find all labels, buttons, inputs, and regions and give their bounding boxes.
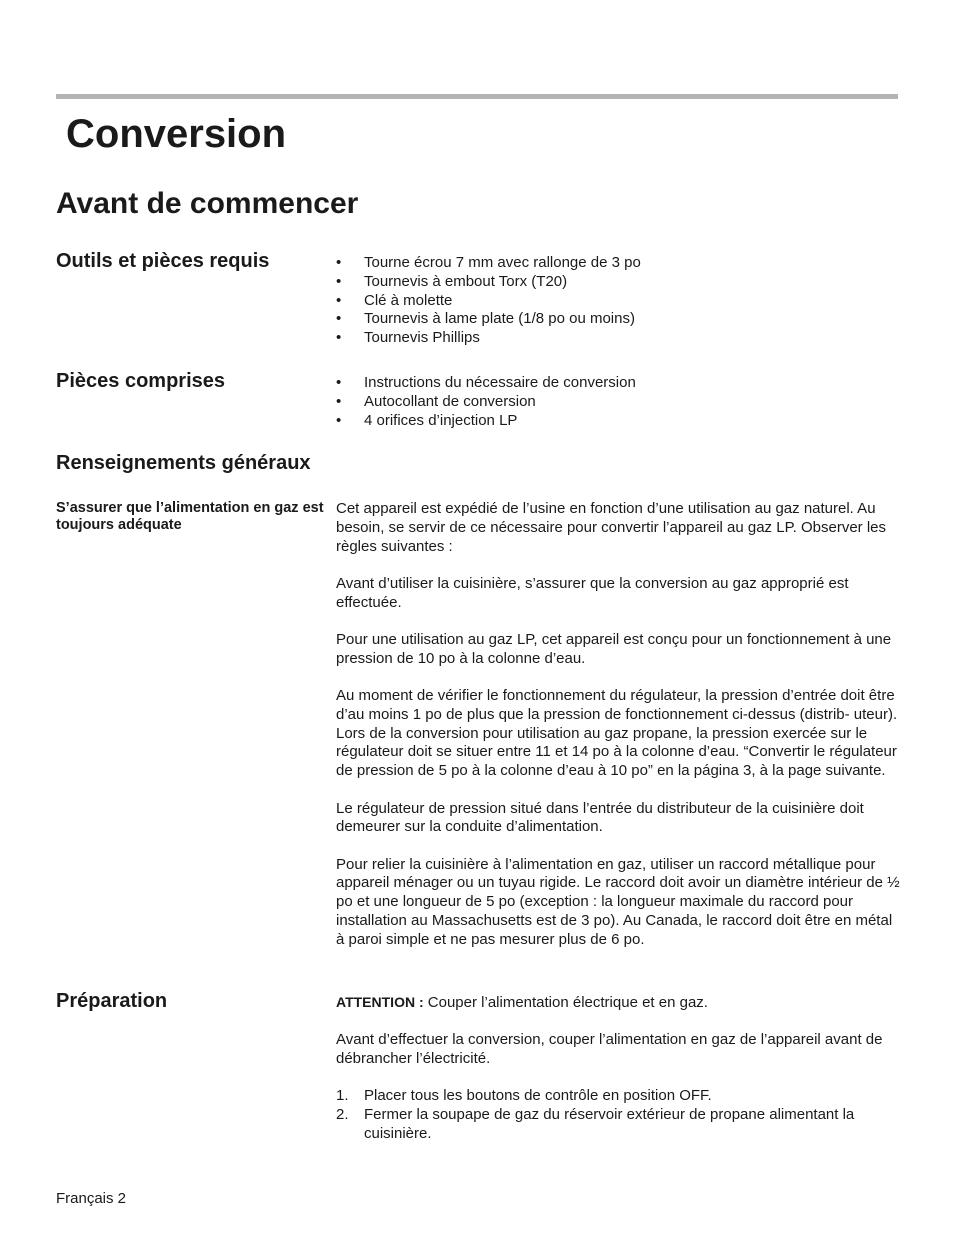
bullet-icon: • <box>336 272 342 290</box>
parts-list <box>336 374 636 430</box>
attention-text: Couper l’alimentation électrique et en gaz. <box>423 994 708 1011</box>
bullet-icon: • <box>336 254 342 271</box>
preparation-heading: Préparation <box>56 990 168 1012</box>
tools-list <box>336 254 641 348</box>
section-title: Avant de commencer <box>56 187 359 220</box>
list-item: • Tournevis Phillips <box>336 329 480 347</box>
tools-heading: Outils et pièces requis <box>56 250 270 272</box>
bullet-icon: • <box>336 329 342 347</box>
step-item <box>336 1087 900 1106</box>
list-item: • Autocollant de conversion <box>336 392 536 410</box>
paragraph: Pour relier la cuisinière à l’alimentation en gaz, utiliser un raccord métallique pour appareil ménager ou un tuyau rigide. Le raccord doit avoir un diamètre intérieur de ½ po et une longueur de 5 po (exception : la longueur maximale du raccord pour installation au Massachusetts est de 3 po). Au Canada, le raccord doit être en métal à paroi simple et ne pas mesurer plus de 6 po. <box>336 855 900 948</box>
step-text: Placer tous les boutons de contrôle en position OFF. <box>364 1087 712 1105</box>
page-footer: Français 2 <box>56 1190 127 1207</box>
general-subheading: S’assurer que l’alimentation en gaz est toujours adéquate <box>56 500 324 533</box>
step-item <box>336 1106 900 1144</box>
bullet-icon: • <box>336 374 342 391</box>
steps-list <box>336 1087 900 1143</box>
paragraph: Au moment de vérifier le fonctionnement du régulateur, la pression d’entrée doit être d’au moins 1 po de plus que la pression de fonctionnement ci-dessus (distrib- uteur). Lors de la conversion pour utilisation au gaz propane, la pression exercée sur le régulateur doit se situer entre 11 et 14 po à la colonne d’eau. “Convertir le régulateur de pression de 5 po à la colonne d’eau à 10 po” en la página 3, à la page suivante. <box>336 687 898 780</box>
paragraph: Cet appareil est expédié de l’usine en fonction d’une utilisation au gaz naturel. Au besoin, se servir de ce nécessaire pour convertir l’appareil au gaz LP. Observer les règles suivantes : <box>336 500 887 555</box>
list-item: • Instructions du nécessaire de conversion <box>336 374 636 391</box>
paragraph: Pour une utilisation au gaz LP, cet appareil est conçu pour un fonctionnement à une pression de 10 po à la colonne d’eau. <box>336 630 892 667</box>
list-item: • Tournevis à lame plate (1/8 po ou moins) <box>336 310 635 328</box>
step-text: Fermer la soupape de gaz du réservoir extérieur de propane alimentant la cuisinière. <box>364 1106 855 1142</box>
list-item: • Clé à molette <box>336 291 453 309</box>
page-title: Conversion <box>66 112 287 156</box>
list-item: • Tournevis à embout Torx (T20) <box>336 272 568 290</box>
attention-label: ATTENTION : <box>336 994 424 1010</box>
bullet-icon: • <box>336 411 342 429</box>
paragraph: Avant d’utiliser la cuisinière, s’assurer que la conversion au gaz approprié est effectuée. <box>336 574 849 611</box>
step-number: 1. <box>336 1087 349 1105</box>
bullet-icon: • <box>336 392 342 410</box>
bullet-icon: • <box>336 310 342 328</box>
preparation-intro: Avant d’effectuer la conversion, couper l’alimentation en gaz de l’appareil avant de débrancher l’électricité. <box>336 1031 883 1068</box>
bullet-icon: • <box>336 291 342 309</box>
paragraph: Le régulateur de pression situé dans l’entrée du distributeur de la cuisinière doit demeurer sur la conduite d’alimentation. <box>336 799 864 836</box>
preparation-body <box>336 993 900 1144</box>
step-number: 2. <box>336 1106 349 1124</box>
parts-heading: Pièces comprises <box>56 370 225 392</box>
list-item: • Tourne écrou 7 mm avec rallonge de 3 po <box>336 254 641 271</box>
general-body <box>336 500 900 968</box>
top-rule <box>56 94 898 99</box>
attention-note <box>336 993 900 1013</box>
list-item: • 4 orifices d’injection LP <box>336 411 518 429</box>
general-heading: Renseignements généraux <box>56 452 311 474</box>
